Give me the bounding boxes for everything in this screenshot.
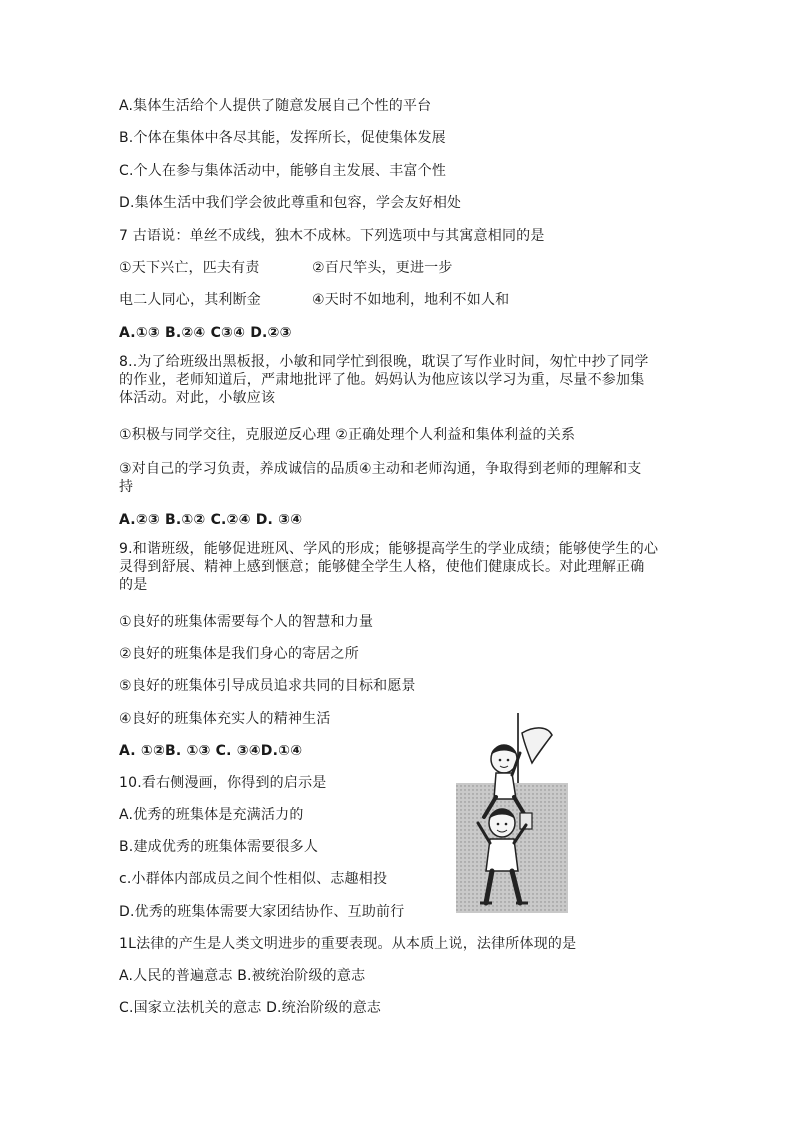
q9-option-4: ④良好的班集体充实人的精神生活 <box>119 711 331 727</box>
q10-option-d: D.优秀的班集体需要大家团结协作、互助前行 <box>119 904 405 920</box>
q6-option-c: C.个人在参与集体活动中，能够自主发展、丰富个性 <box>119 163 447 179</box>
q6-option-d: D.集体生活中我们学会彼此尊重和包容，学会友好相处 <box>119 195 462 211</box>
q8-choices: A.②③ B.①② C.②④ D. ③④ <box>119 512 303 528</box>
comic-illustration <box>456 713 568 913</box>
q7-option-2: ②百尺竿头，更进一步 <box>312 260 453 276</box>
q9-option-2: ②良好的班集体是我们身心的寄居之所 <box>119 646 359 662</box>
q8-options-1-2: ①积极与同学交往，克服逆反心理 ②正确处理个人利益和集体利益的关系 <box>119 427 576 443</box>
q7-choices: A.①③ B.②④ C③④ D.②③ <box>119 325 292 341</box>
q11-options-a-b: A.人民的普遍意志 B.被统治阶级的意志 <box>119 968 366 984</box>
q7-option-1: ①天下兴亡，匹夫有责 <box>119 260 260 276</box>
flag-icon <box>522 728 552 763</box>
q9-option-3: ⑤良好的班集体引导成员追求共同的目标和愿景 <box>119 678 416 694</box>
q6-option-b: B.个体在集体中各尽其能，发挥所长，促使集体发展 <box>119 130 446 146</box>
q7-option-4: ④天时不如地利，地利不如人和 <box>312 292 510 308</box>
q9-option-1: ①良好的班集体需要每个人的智慧和力量 <box>119 614 374 630</box>
q11-stem: 1L法律的产生是人类文明进步的重要表现。从本质上说，法律所体现的是 <box>119 936 577 952</box>
q10-option-a: A.优秀的班集体是充满活力的 <box>119 807 304 823</box>
q8-stem: 8..为了给班级出黑板报，小敏和同学忙到很晚，耽误了写作业时间，匆忙中抄了同学 的作业，老师知道后，严肃地批评了他。妈妈认为他应该以学习为重，尽量不参加集 体活动。对此，小敏应该 <box>119 354 649 406</box>
q10-option-b: B.建成优秀的班集体需要很多人 <box>119 839 319 855</box>
q8-options-3-4: ③对自己的学习负责，养成诚信的品质④主动和老师沟通，争取得到老师的理解和支 持 <box>119 461 642 495</box>
q7-stem: 7 古语说：单丝不成线，独木不成林。下列选项中与其寓意相同的是 <box>119 228 545 244</box>
q7-option-3: 电二人同心，其利断金 <box>119 292 261 308</box>
q9-choices: A. ①②B. ①③ C. ③④D.①④ <box>119 743 303 759</box>
q10-option-c: c.小群体内部成员之间个性相似、志趣相投 <box>119 871 388 887</box>
q6-option-a: A.集体生活给个人提供了随意发展自己个性的平台 <box>119 98 432 114</box>
q11-options-c-d: C.国家立法机关的意志 D.统治阶级的意志 <box>119 1000 382 1016</box>
q9-stem: 9.和谐班级，能够促进班风、学风的形成；能够提高学生的学业成绩；能够使学生的心 灵得到舒展、精神上感到惬意；能够健全学生人格，使他们健康成长。对此理解正确 的是 <box>119 541 659 593</box>
top-boy-body <box>494 773 516 799</box>
q10-stem: 10.看右侧漫画，你得到的启示是 <box>119 775 327 791</box>
